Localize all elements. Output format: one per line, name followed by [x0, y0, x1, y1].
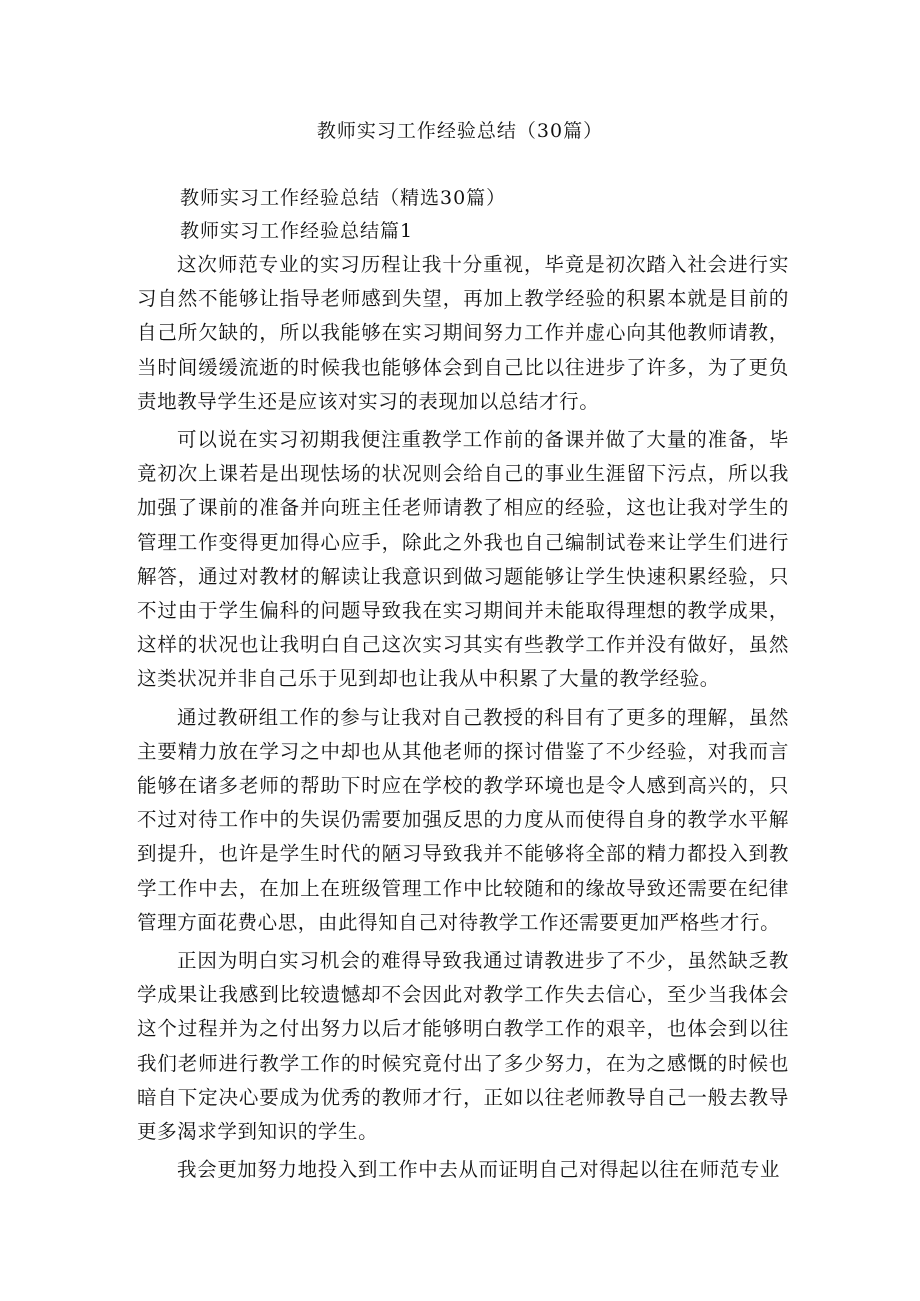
- document-body: [137, 248, 789, 1191]
- paragraph-3: 通过教研组工作的参与让我对自己教授的科目有了更多的理解，虽然主要精力放在学习之中却也从其他老师的探讨借鉴了不少经验，对我而言能够在诸多老师的帮助下时应在学校的教学环境也是令人感到高兴的，只不过对待工作中的失误仍需要加强反思的力度从而使得自身的教学水平解到提升，也许是学生时代的陋习导致我并不能够将全部的精力都投入到教学工作中去，在加上在班级管理工作中比较随和的缘故导致还需要在纪律管理方面花费心思，由此得知自己对待教学工作还需要更加严格些才行。: [137, 705, 789, 934]
- paragraph-4: 正因为明白实习机会的难得导致我通过请教进步了不少，虽然缺乏教学成果让我感到比较遗憾却不会因此对教学工作失去信心，至少当我体会这个过程并为之付出努力以后才能够明白教学工作的艰辛，也体会到以往我们老师进行教学工作的时候究竟付出了多少努力，在为之感慨的时候也暗自下定决心要成为优秀的教师才行，正如以往老师教导自己一般去教导更多渴求学到知识的学生。: [137, 949, 789, 1144]
- document-subtitle: 教师实习工作经验总结（精选30篇）: [180, 187, 507, 209]
- paragraph-1: 这次师范专业的实习历程让我十分重视，毕竟是初次踏入社会进行实习自然不能够让指导老师感到失望，再加上教学经验的积累本就是目前的自己所欠缺的，所以我能够在实习期间努力工作并虚心向其他教师请教，当时间缓缓流逝的时候我也能够体会到自己比以往进步了许多，为了更负责地教导学生还是应该对实习的表现加以总结才行。: [137, 253, 789, 413]
- document-title: 教师实习工作经验总结（30篇）: [316, 120, 604, 142]
- paragraph-2: 可以说在实习初期我便注重教学工作前的备课并做了大量的准备，毕竟初次上课若是出现怯场的状况则会给自己的事业生涯留下污点，所以我加强了课前的准备并向班主任老师请教了相应的经验，这也让我对学生的管理工作变得更加得心应手，除此之外我也自己编制试卷来让学生们进行解答，通过对教材的解读让我意识到做习题能够让学生快速积累经验，只不过由于学生偏科的问题导致我在实习期间并未能取得理想的教学成果，这样的状况也让我明白自己这次实习其实有些教学工作并没有做好，虽然这类状况并非自己乐于见到却也让我从中积累了大量的教学经验。: [137, 428, 789, 691]
- section-heading: 教师实习工作经验总结篇1: [180, 220, 414, 242]
- paragraph-5: 我会更加努力地投入到工作中去从而证明自己对得起以往在师范专业: [177, 1158, 781, 1182]
